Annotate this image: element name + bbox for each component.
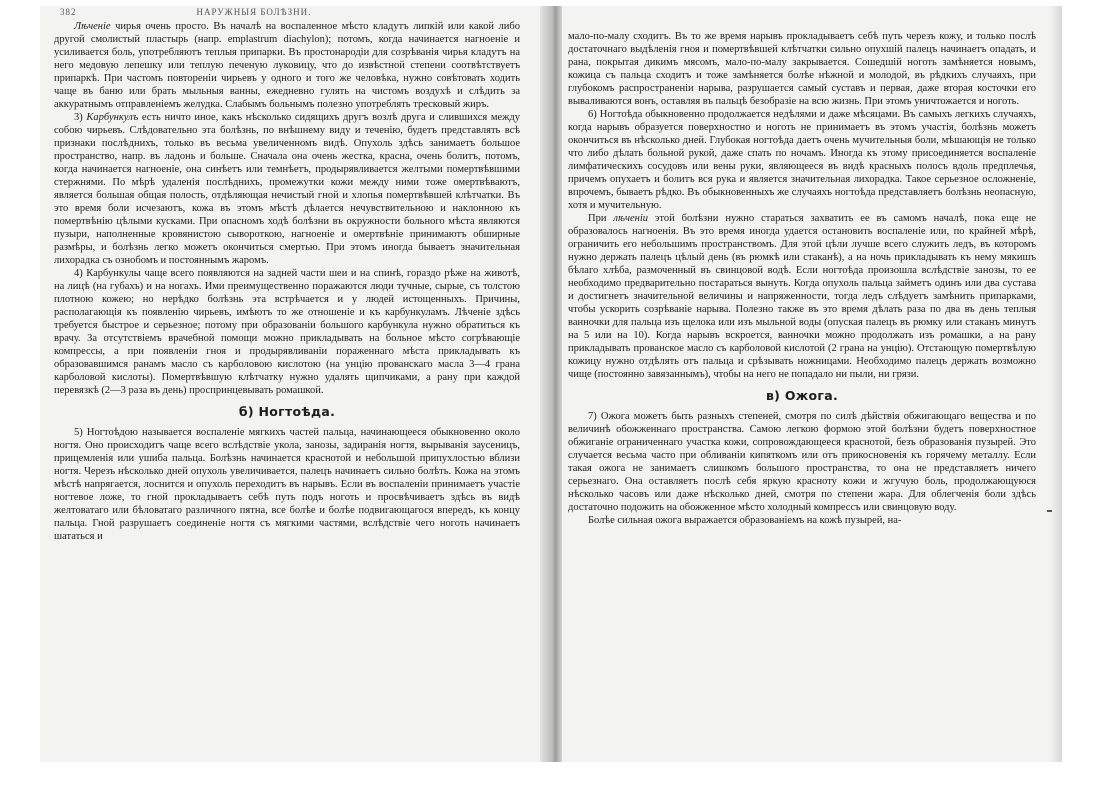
paragraph-burn-degrees: 7) Ожога можетъ быть разныхъ степеней, смотря по силѣ дѣйствія обжигающаго вещества и по величинѣ обожженнаго пространства. Самою легкою формою этой болѣзни будетъ поверхностное обжиганіе ограниченнаго участка кожи, сопровождающееся краснотой, безъ образованія пузырей. Это случается весьма часто при обливаніи кипяткомъ или отъ прикосновенія къ горячему металлу. Если такая ожога не занимаетъ слишкомъ большого пространства, то она не представляетъ ничего серьезнаго. Она оставляетъ послѣ себя яркую красноту кожи и жгучую боль, продолжающуюся нѣсколько часовъ или даже нѣсколько дней, смотря по степени жара. Для облегченія боли здѣсь достаточно подожить на обожженное мѣсто холодный компрессъ или свинцовую воду.: [568, 411, 1036, 513]
margin-mark: [1047, 510, 1052, 512]
paragraph-felon-duration: 6) Ногтоѣда обыкновенно продолжается недѣлями и даже мѣсяцами. Въ самыхъ легкихъ случаяхъ, когда нарывъ образуется поверхностно и ноготь не принимаетъ въ этомъ участія, болѣзнь можетъ окончиться въ нѣсколько дней. Глубокая ногтоѣда даетъ очень мучительныя боли, мѣшающія не только что либо дѣлать больной рукой, даже спать по ночамъ. Иногда къ этому присоединяется воспаленіе лимфатическихъ сосудовъ или вены руки, являющееся въ видѣ красныхъ полосъ вдоль предплечья, причемъ опухаетъ и болитъ вся рука и является значительная лихорадка. Такое серьезное осложненіе, впрочемъ, бываетъ рѣдко. Въ обыкновенныхъ же случаяхъ ногтоѣда представляетъ болѣзнь неопасную, хотя и мучительную.: [568, 109, 1036, 211]
page-edge-shadow: [1050, 6, 1062, 762]
page-number: 382: [60, 7, 77, 17]
paragraph-text: чирья очень просто. Въ началѣ на воспаленное мѣсто кладутъ липкій или какой либо другой смолистый пластырь (напр. emplastrum diachylon); потомъ, когда начинается нагноеніе и усиливается боль, употребляютъ теплыя припарки. Въ простонародіи для созрѣванія чирья кладутъ на него медовую лепешку или теплую печеную луковицу, что до извѣстной степени соотвѣтствуетъ припаркѣ. При частомъ повтореніи чирьевъ у одного и того же человѣка, нужно совѣтовать ходить чаще въ баню или брать мыльныя ванны, ежедневно гулять на чистомъ воздухѣ и слѣдить за аккуратнымъ отправленіемъ желудка. Слабымъ больнымъ полезно употреблять тресковый жиръ.: [54, 21, 520, 110]
term-treatment: Лѣченіе: [74, 21, 111, 32]
section-heading-felon: б) Ногтоѣда.: [238, 404, 336, 419]
paragraph-treatment-boil: [54, 20, 520, 111]
left-page: [54, 6, 520, 762]
term-treatment-felon: лѣченіи: [613, 213, 648, 224]
term-carbuncle: Карбункулъ: [86, 112, 139, 123]
paragraph-text: При: [588, 213, 614, 224]
paragraph-felon-definition: 5) Ногтоѣдою называется воспаленіе мягкихъ частей пальца, начинающееся обыкновенно около ногтя. Оно происходитъ чаще всего вслѣдствіе укола, занозы, задиранія ногтя, вырыванія заусеницъ, прищемленія или ушиба пальца. Болѣзнь начинается краснотой и небольшой припухлостью вблизи ногтя. Черезъ нѣсколько дней опухоль увеличивается, палецъ начинаетъ сильно болѣть. Кожа на этомъ мѣстѣ напрягается, лоснится и опухоль переходитъ въ нарывъ. Если въ воспаленіи принимаетъ участіе ногтевое ложе, то гной прокладываетъ себѣ путь подъ ноготь и просвѣчиваетъ здѣсь въ видѣ желтоватаго или бѣловатаго различного пятна, все болѣе и болѣе подвигающагося впередъ, къ концу пальца. Гной разрушаетъ соединеніе ногтя съ мягкими частями, вслѣдствіе чего ноготь начинаетъ шататься и: [54, 427, 520, 542]
paragraph-number: 3): [74, 112, 87, 123]
section-heading-burn: в) Ожога.: [765, 388, 839, 403]
paragraph-carbuncle: [54, 111, 520, 267]
running-head-title: НАРУЖНЫЯ БОЛѢЗНИ.: [196, 7, 312, 17]
paragraph-text: этой болѣзни нужно стараться захватить ее въ самомъ началѣ, пока еще не образовалось нагноенія. Въ это время иногда удается остановить воспаленіе или, по крайней мѣрѣ, ограничить его небольшимъ пространствомъ. Для этой цѣли лучше всего служить ледъ, въ которомъ нужно держать палецъ цѣлый день (въ рюмкѣ или стаканѣ), а на ночь прикладывать къ нему мякишъ бѣлаго хлѣба, размоченный въ свинцовой водѣ. Если ногтоѣда произошла вслѣдствіе занозы, то ее необходимо предварительно постараться вынуть. Когда опухоль пальца займетъ одинъ или два сустава и достигнетъ значительной величины и напряженности, тогда ледъ слѣдуетъ замѣнить припарками, чтобы ускорить созрѣваніе нарыва. Полезно также въ это время дѣлать раза по два въ день теплыя ванночки для пальца изъ щелока или изъ мыльной воды (опуская палецъ въ рюмку или стаканъ минутъ на 5 или на 10). Когда нарывъ вскроется, ванночки можно продолжать изъ ромашки, а на рану прикладывать прованское масло съ карболовой кислотой (2 грана на унцію). Отстающую помертвѣлую кожицу нужно отдѣлять отъ пальца и срѣзывать ножницами. Необходимо палецъ держать возможно чище (постоянно завязаннымъ), чтобы на него не попадало ни пыли, ни грязи.: [568, 213, 1036, 380]
book-spread: [40, 6, 1062, 762]
paragraph-text: есть ничто иное, какъ нѣсколько сидящихъ другъ возлѣ друга и слившихся между собою чирьевъ. Слѣдовательно эта болѣзнь, по внѣшнему виду и теченію, будетъ представлять всѣ признаки послѣднихъ, только въ весьма увеличенномъ видѣ. Опухоль здѣсь занимаетъ большое пространство, напр. въ ладонь и больше. Сначала она очень жестка, красна, очень болитъ, потомъ, когда начинается нагноеніе, она синѣетъ или темнѣетъ, продырявливается желтыми помертвѣвшими стержнями. По мѣрѣ удаленія послѣднихъ, промежутки кожи между ними тоже омертвѣваютъ, является большая общая полость, отдѣляющая нечистый гной и хлопья помертвѣвшей клѣтчатки. Въ это время боли исчезаютъ, кожа въ этомъ мѣстѣ дѣлается нечувствительною и наклонною къ помертвѣнію цѣлыми кусками. При опасномъ ходѣ болѣзни въ окружности больного мѣста являются пузыри, наполненные кровянистою сывороткою, нагноеніе и омертвѣніе принимаютъ обширные размѣры, и болѣзнь легко можетъ окончиться смертью. При этомъ иногда бываетъ значительная лихорадка съ ознобомъ и постояннымъ жаромъ.: [54, 112, 520, 266]
right-page: [568, 6, 1036, 786]
paragraph-burn-severe: Болѣе сильная ожога выражается образованіемъ на кожѣ пузырей, на-: [588, 515, 902, 526]
paragraph-felon-continued: мало-по-малу сходитъ. Въ то же время нарывъ прокладываетъ себѣ путь черезъ кожу, и только послѣ достаточнаго выдѣленія гноя и помертвѣвшей клѣтчатки сильно опухшій палецъ начинаетъ опадать, и рана, покрытая дикимъ мясомъ, мало-по-малу закрывается. Сошедшій ноготь замѣняется новымъ, кожица съ пальца сходитъ и тоже замѣняется болѣе нѣжной и молодой, въ рѣдкихъ случаяхъ, при глубокомъ распространеніи нарыва, разрушается самый суставъ и первая, даже вторая косточки его вываливаются вонъ, оставляя въ пальцѣ безобразіе на всю жизнь. При этомъ уничтожается и ноготь.: [568, 31, 1036, 107]
paragraph-carbuncle-location: 4) Карбункулы чаще всего появляются на задней части шеи и на спинѣ, гораздо рѣже на животѣ, на лицѣ (на губахъ) и на ногахъ. Ими преимущественно поражаются люди тучные, сырые, съ толстою плотною кожею; но нерѣдко болѣзнь эта встрѣчается и у людей истощенныхъ. Причины, располагающія къ появленію чирьевъ, имѣютъ то же отношеніе и къ карбункуламъ. Лѣченіе здѣсь требуется быстрое и серьезное; потому при образованіи большого карбункула нужно обратиться къ врачу. За отсутствіемъ врачебной помощи можно прикладывать на больное мѣсто согрѣвающіе компрессы, а при появленіи гноя и продырявливаніи пораженнаго мѣста прикладывать къ образовавшимся ранамъ масло съ карболовою кислотою (на унцію прованскаго масла 3—4 грана карболовой кислоты). Помертвѣвшую клѣтчатку нужно удалять щипчиками, а рану при каждой перевязкѣ (2—3 раза въ день) проспринцевывать ромашкой.: [54, 268, 520, 396]
running-head: [54, 6, 520, 20]
paragraph-felon-treatment: [568, 212, 1036, 381]
book-gutter: [540, 6, 562, 762]
